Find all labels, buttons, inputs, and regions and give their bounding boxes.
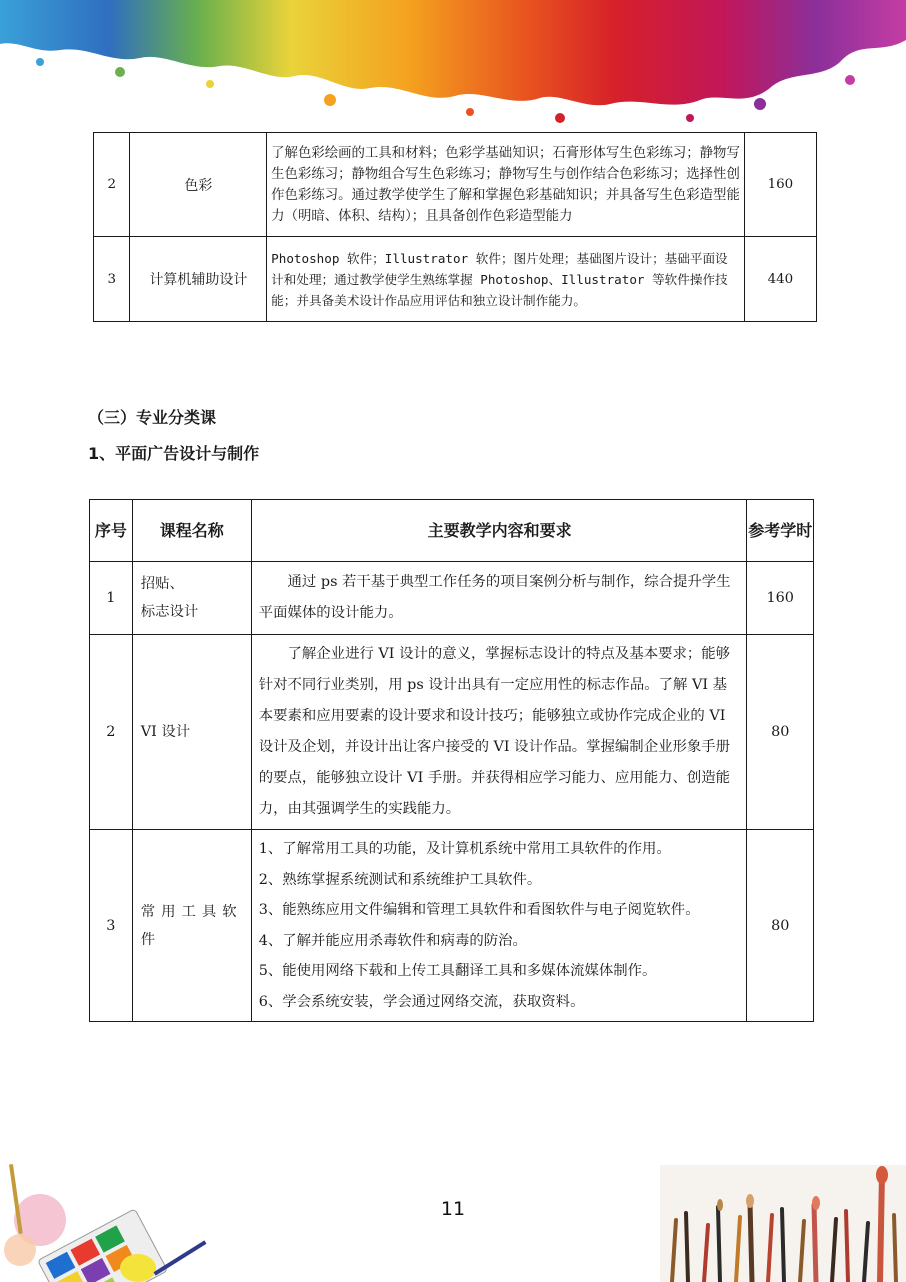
list-item: 5、能使用网络下载和上传工具翻译工具和多媒体流媒体制作。 [258,963,657,979]
course-name: 色彩 [130,133,267,237]
header-no: 序号 [90,500,133,562]
paint-palette-footer [0,1160,220,1282]
course-content: 了解色彩绘画的工具和材料；色彩学基础知识；石膏形体写生色彩练习；静物写生色彩练习；静物组合写生色彩练习；静物写生与创作结合色彩练习；选择性创作色彩练习。通过教学使学生了解和掌握色彩基础知识；并具备写生色彩造型能力（明暗、体积、结构）；且具备创作色彩造型能力 [267,133,745,237]
list-item: 1、了解常用工具的功能，及计算机系统中常用工具软件的作用。 [258,841,671,857]
course-hours: 440 [744,237,816,322]
course-table-continued [93,132,817,322]
course-content: Photoshop 软件；Illustrator 软件；图片处理；基础图片设计；基础平面设计和处理；通过教学使学生熟练掌握 Photoshop、Illustrator 等软件操作技能；并具备美术设计作品应用评估和独立设计制作能力。 [267,237,745,322]
row-number: 3 [90,830,133,1022]
subsection-heading: 1、平面广告设计与制作 [88,444,260,463]
table-row [94,133,817,237]
course-hours: 160 [747,562,814,635]
table-header-row [90,500,814,562]
course-hours: 80 [747,635,814,830]
row-number: 2 [90,635,133,830]
course-name [132,830,251,1022]
course-name-line: 标志设计 [140,604,199,620]
header-content: 主要教学内容和要求 [251,500,747,562]
table-row [90,562,814,635]
course-name [132,562,251,635]
list-item: 4、了解并能应用杀毒软件和病毒的防治。 [258,932,527,949]
course-content-list [251,830,747,1022]
course-name-line: 招贴、 [140,576,184,592]
course-name: 计算机辅助设计 [130,237,267,322]
course-name-line: 件 [140,931,156,948]
course-content: 了解企业进行 VI 设计的意义，掌握标志设计的特点及基本要求；能够针对不同行业类别，用 ps 设计出具有一定应用性的标志作品。了解 VI 基本要素和应用要素的设计要求和设计技巧；能够独立或协作完成企业的 VI 设计及企划，并设计出让客户接受的 VI 设计作品。掌握编制企业形象手册的要点，能够独立设计 VI 手册。并获得相应学习能力、应用能力、创造能力，由其强调学生的实践能力。 [251,635,747,830]
paint-splash-header [0,0,906,130]
course-hours: 160 [744,133,816,237]
course-name: VI 设计 [132,635,251,830]
list-item: 6、学会系统安装，学会通过网络交流，获取资料。 [258,993,585,1010]
table-row [94,237,817,322]
row-number: 2 [94,133,130,237]
page-number: 11 [440,1198,466,1220]
course-table [89,499,814,1022]
course-content: 通过 ps 若干基于典型工作任务的项目案例分析与制作，综合提升学生平面媒体的设计能力。 [251,562,747,635]
table-row [90,830,814,1022]
section-heading: （三）专业分类课 [88,408,217,427]
header-hours: 参考学时 [747,500,814,562]
row-number: 1 [90,562,133,635]
row-number: 3 [94,237,130,322]
course-name-line: 常用工具软 [140,903,243,920]
list-item: 2、熟练掌握系统测试和系统维护工具软件。 [258,871,542,888]
header-name: 课程名称 [132,500,251,562]
list-item: 3、能熟练应用文件编辑和管理工具软件和看图软件与电子阅览软件。 [258,902,700,918]
table-row [90,635,814,830]
course-hours: 80 [747,830,814,1022]
paintbrushes-footer [660,1165,906,1282]
